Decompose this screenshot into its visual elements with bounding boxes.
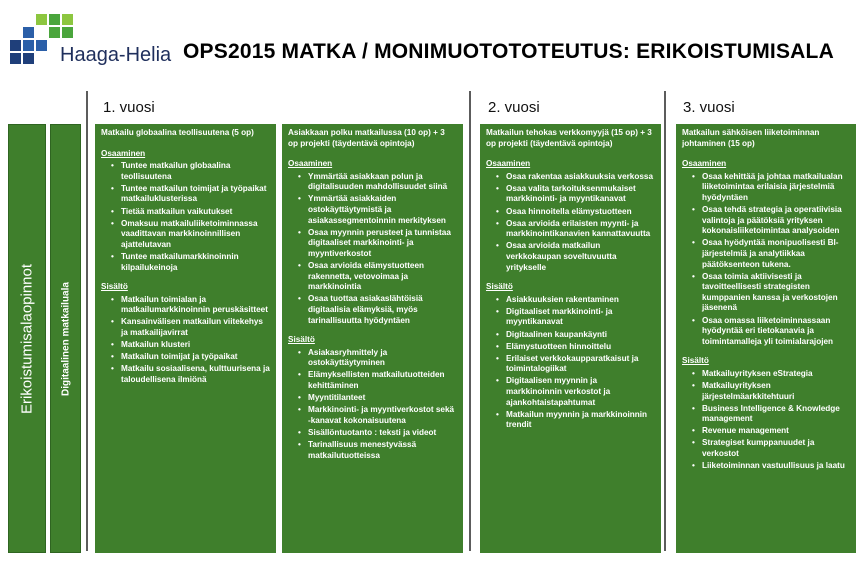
list-item: • Tuntee matkailun toimijat ja työpaikat matkailuklusterissa	[111, 184, 270, 205]
side-label-box	[8, 124, 46, 553]
osaaminen-list	[298, 172, 457, 326]
side-label-main: Erikoistumisalaopinnot	[18, 263, 36, 414]
course-card	[676, 124, 856, 553]
year-divider	[86, 91, 88, 551]
list-item: • Osaa omassa liiketoiminnassaan hyödyntää eri tietokanavia ja toimintamalleja yli toimialarajojen	[692, 316, 850, 348]
list-item: • Osaa arvioida matkailun verkkokaupan soveltuvuutta yritykselle	[496, 241, 655, 273]
sisalto-list	[111, 295, 270, 386]
list-item: • Osaa arvioida elämystuotteen rakennetta, vetovoimaa ja markkinointia	[298, 261, 457, 293]
list-item: • Omaksuu matkailuliiketoiminnassa vaadittavan markkinoinnillisen ajattelutavan	[111, 219, 270, 251]
list-item: • Sisällöntuotanto : teksti ja videot	[298, 428, 457, 439]
osaaminen-heading: Osaaminen	[486, 159, 531, 169]
list-item: • Ymmärtää asiakkaan polun ja digitalisuuden mahdollisuudet siinä	[298, 172, 457, 193]
list-item: • Tietää matkailun vaikutukset	[111, 207, 270, 218]
side-sublabel-box	[50, 124, 81, 553]
list-item: • Tuntee matkailun globaalina teollisuutena	[111, 161, 270, 182]
list-item: • Matkailuyrityksen eStrategia	[692, 369, 850, 380]
side-label-sub: Digitaalinen matkailuala	[60, 281, 71, 396]
list-item: • Osaa tehdä strategia ja operatiivisia valintoja ja päätöksiä yrityksen kokonaisliiketoimintaa analysoiden	[692, 205, 850, 237]
course-card	[480, 124, 661, 553]
list-item: • Osaa hyödyntää monipuolisesti BI-järjestelmiä ja analytiikkaa päätöksenteon tukena.	[692, 238, 850, 270]
sisalto-heading: Sisältö	[486, 282, 513, 292]
year-divider	[469, 91, 471, 551]
list-item: • Elämystuotteen hinnoittelu	[496, 342, 655, 353]
list-item: • Osaa tuottaa asiakaslähtöisiä digitaalisia elämyksiä, myös tarinallisuutta hyödyntäen	[298, 294, 457, 326]
page-title: OPS2015 MATKA / MONIMUOTOTOTEUTUS: ERIKOISTUMISALA	[183, 40, 834, 63]
list-item: • Matkailun toimialan ja matkailumarkkinoinnin peruskäsitteet	[111, 295, 270, 316]
list-item: • Liiketoiminnan vastuullisuus ja laatu	[692, 461, 850, 472]
list-item: • Osaa hinnoitella elämystuotteen	[496, 207, 655, 218]
haaga-helia-logo	[8, 14, 172, 66]
course-title: Asiakkaan polku matkailussa (10 op) + 3 op projekti (täydentävä opintoja)	[288, 128, 445, 148]
year-heading-3: 3. vuosi	[683, 99, 735, 116]
list-item: • Digitaalinen kaupankäynti	[496, 330, 655, 341]
list-item: • Osaa rakentaa asiakkuuksia verkossa	[496, 172, 655, 183]
sisalto-heading: Sisältö	[682, 356, 709, 366]
sisalto-list	[692, 369, 850, 472]
course-card	[95, 124, 276, 553]
year-heading-2: 2. vuosi	[488, 99, 540, 116]
list-item: • Strategiset kumppanuudet ja verkostot	[692, 438, 850, 459]
logo-text: Haaga-Helia	[60, 44, 172, 66]
list-item: • Matkailu sosiaalisena, kulttuurisena ja taloudellisena ilmiönä	[111, 364, 270, 385]
osaaminen-heading: Osaaminen	[101, 148, 146, 158]
list-item: • Business Intelligence & Knowledge management	[692, 404, 850, 425]
list-item: • Matkailuyrityksen järjestelmäarkkitehtuuri	[692, 381, 850, 402]
year-heading-1: 1. vuosi	[103, 99, 155, 116]
list-item: • Matkailun myynnin ja markkinoinnin trendit	[496, 410, 655, 431]
list-item: • Markkinointi- ja myyntiverkostot sekä -kanavat kokonaisuutena	[298, 405, 457, 426]
list-item: • Osaa arvioida erilaisten myynti- ja markkinointikanavien kannattavuutta	[496, 219, 655, 240]
list-item: • Digitaaliset markkinointi- ja myyntikanavat	[496, 307, 655, 328]
course-title: Matkailu globaalina teollisuutena (5 op)	[101, 128, 254, 137]
osaaminen-list	[111, 161, 270, 273]
list-item: • Ymmärtää asiakkaiden ostokäyttäytymistä ja asiakassegmentoinnin merkityksen	[298, 194, 457, 226]
list-item: • Myyntitilanteet	[298, 393, 457, 404]
year-divider	[664, 91, 666, 551]
list-item: • Osaa toimia aktiivisesti ja tavoitteellisesti strategisten kumppanien kanssa ja verkostojen jäsenenä	[692, 272, 850, 314]
course-card	[282, 124, 463, 553]
list-item: • Matkailun toimijat ja työpaikat	[111, 352, 270, 363]
osaaminen-heading: Osaaminen	[288, 159, 333, 169]
list-item: • Osaa valita tarkoituksenmukaiset markkinointi- ja myyntikanavat	[496, 184, 655, 205]
list-item: • Osaa kehittää ja johtaa matkailualan liiketoimintaa erilaisia järjestelmiä hyödyntäen	[692, 172, 850, 204]
list-item: • Revenue management	[692, 426, 850, 437]
list-item: • Asiakkuuksien rakentaminen	[496, 295, 655, 306]
list-item: • Elämyksellisten matkailutuotteiden kehittäminen	[298, 370, 457, 391]
sisalto-heading: Sisältö	[288, 335, 315, 345]
sisalto-heading: Sisältö	[101, 282, 128, 292]
list-item: • Asiakasryhmittely ja ostokäyttäytyminen	[298, 348, 457, 369]
list-item: • Osaa myynnin perusteet ja tunnistaa digitaaliset markkinointi- ja myyntiverkostot	[298, 228, 457, 260]
list-item: • Matkailun klusteri	[111, 340, 270, 351]
osaaminen-list	[496, 172, 655, 273]
sisalto-list	[496, 295, 655, 431]
osaaminen-heading: Osaaminen	[682, 159, 727, 169]
osaaminen-list	[692, 172, 850, 348]
list-item: • Tarinallisuus menestyvässä matkailutuotteissa	[298, 440, 457, 461]
list-item: • Erilaiset verkkokaupparatkaisut ja toimintalogiikat	[496, 354, 655, 375]
course-title: Matkailun tehokas verkkomyyjä (15 op) + 3 op projekti (täydentävä opintoja)	[486, 128, 652, 148]
list-item: • Tuntee matkailumarkkinoinnin kilpailukeinoja	[111, 252, 270, 273]
list-item: • Kansainvälisen matkailun viitekehys ja matkailijavirrat	[111, 317, 270, 338]
list-item: • Digitaalisen myynnin ja markkinoinnin verkostot ja ajankohtaistapahtumat	[496, 376, 655, 408]
sisalto-list	[298, 348, 457, 461]
course-title: Matkailun sähköisen liiketoiminnan johtaminen (15 op)	[682, 128, 820, 148]
